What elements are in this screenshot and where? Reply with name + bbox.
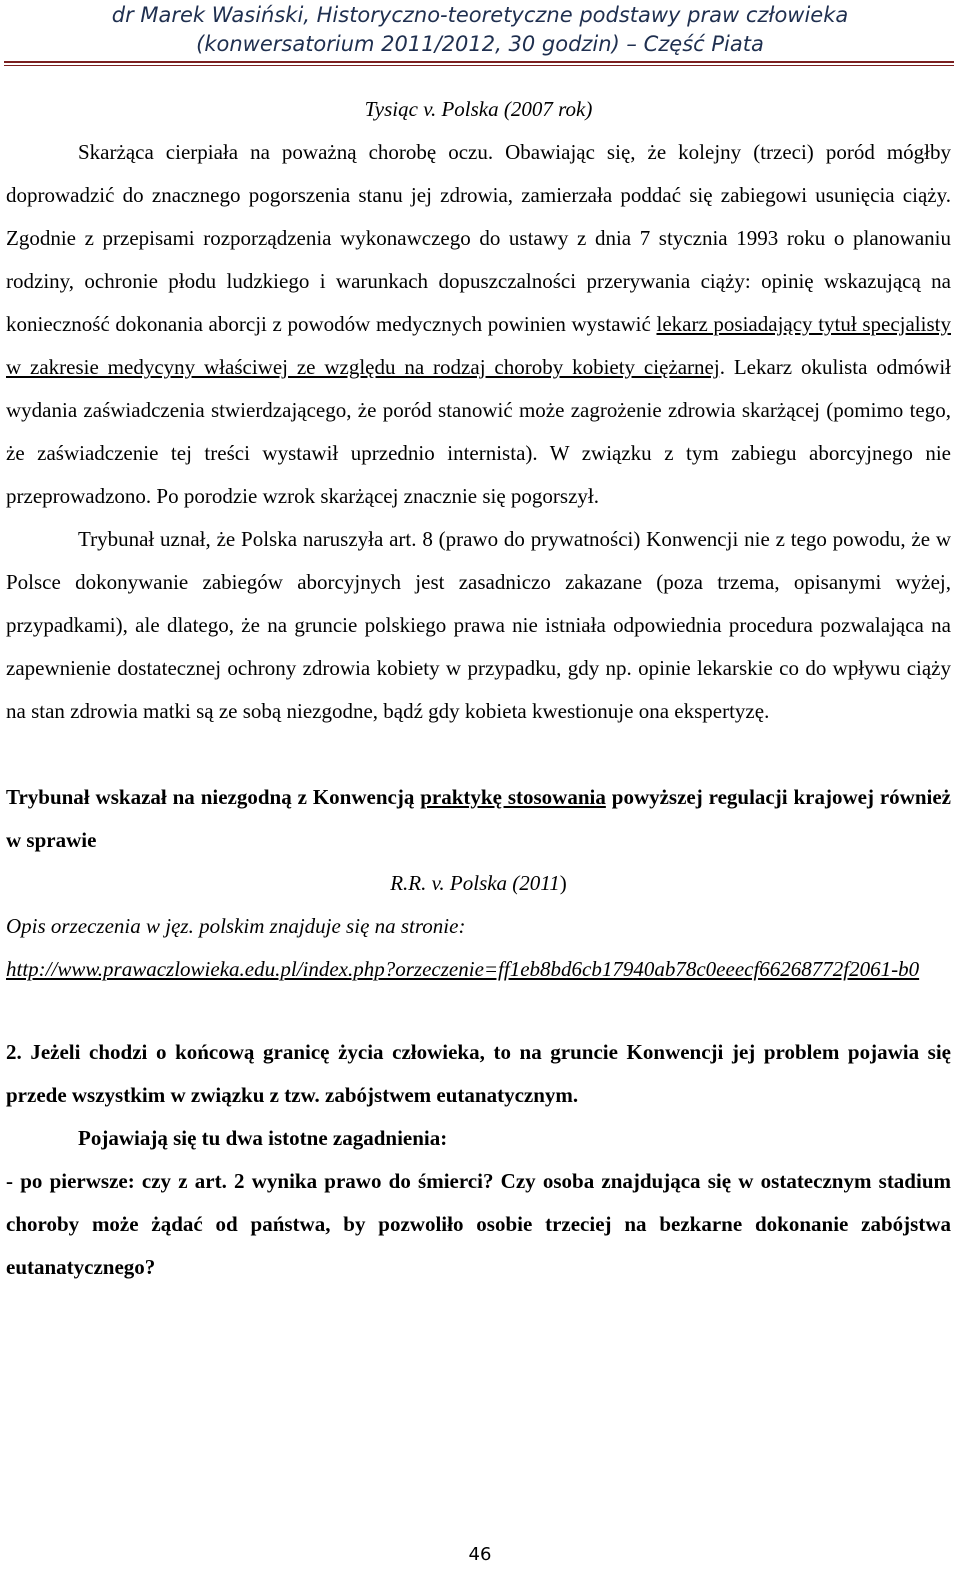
header-divider <box>4 61 954 63</box>
case-rr-description: Opis orzeczenia w jęz. polskim znajduje się na stronie: <box>6 914 466 938</box>
case-title-rr-a: R.R. v. Polska (2011 <box>390 871 560 895</box>
case-rr-link-paragraph <box>6 948 951 991</box>
spacer <box>6 991 951 1031</box>
tribunal-note-b: powyższej regulacji krajowej również w sprawie <box>6 785 951 852</box>
case-tysiac-facts <box>6 131 951 518</box>
case-rr-link[interactable]: http://www.prawaczlowieka.edu.pl/index.php?orzeczenie=ff1eb8bd6cb17940ab78c0eeecf66268772f2061-b0 <box>6 957 920 981</box>
case-title-rr-b: ) <box>559 871 567 895</box>
section-2-intro: 2. Jeżeli chodzi o końcową granicę życia człowieka, to na gruncie Konwencji jej problem pojawia się przede wszystkim w związku z tzw. zabójstwem eutanatycznym. <box>6 1040 951 1107</box>
header-line-2: (konwersatorium 2011/2012, 30 godzin) – Część Piata <box>196 32 764 56</box>
document-body <box>6 88 951 1289</box>
facts-text-b: . Lekarz okulista odmówił wydania zaświadczenia stwierdzającego, że poród stanowić może zagrożenie zdrowia skarżącej (pomimo tego, że zaświadczenie tej treści wystawił uprzednio internista). W związku z tym zabiegu aborcyjnego nie przeprowadzono. Po porodzie wzrok skarżącej znacznie się pogorszył. <box>6 355 951 508</box>
case-title-rr <box>6 862 951 905</box>
tribunal-note <box>6 776 951 862</box>
page-header <box>0 0 960 62</box>
spacer <box>6 733 951 776</box>
page-number: 46 <box>468 1544 492 1565</box>
section-2-first-issue: - po pierwsze: czy z art. 2 wynika prawo do śmierci? Czy osoba znajdująca się w ostatecznym stadium choroby może żądać od państwa, by pozwoliło osobie trzeciej na bezkarne dokonanie zabójstwa eutanatycznego? <box>6 1169 951 1279</box>
tribunal-note-underlined: praktykę stosowania <box>420 785 606 809</box>
section-2-issues-heading: Pojawiają się tu dwa istotne zagadnienia: <box>78 1126 448 1150</box>
facts-underlined: lekarz posiadający tytuł specjalisty w zakresie medycyny właściwej ze względu na rodzaj choroby kobiety ciężarnej <box>6 312 951 379</box>
header-line-1: dr Marek Wasiński, Historyczno-teoretyczne podstawy praw człowieka <box>111 3 849 27</box>
header-divider-thin <box>4 65 954 66</box>
facts-text-a: Skarżąca cierpiała na poważną chorobę oczu. Obawiając się, że kolejny (trzeci) poród mógłby doprowadzić do znacznego pogorszenia stanu jej zdrowia, zamierzała poddać się zabiegowi usunięcia ciąży. Zgodnie z przepisami rozporządzenia wykonawczego do ustawy z dnia 7 stycznia 1993 roku o planowaniu rodziny, ochronie płodu ludzkiego i warunkach dopuszczalności przerywania ciąży: opinię wskazującą na konieczność dokonania aborcji z powodów medycznych powinien wystawić <box>6 140 951 336</box>
case-title-tysiac: Tysiąc v. Polska (2007 rok) <box>364 97 593 121</box>
case-tysiac-ruling: Trybunał uznał, że Polska naruszyła art. 8 (prawo do prywatności) Konwencji nie z tego powodu, że w Polsce dokonywanie zabiegów aborcyjnych jest zasadniczo zakazane (poza trzema, opisanymi wyżej, przypadkami), ale dlatego, że na gruncie polskiego prawa nie istniała odpowiednia procedura pozwalająca na zapewnienie dostatecznej ochrony zdrowia kobiety w przypadku, gdy np. opinie lekarskie co do wpływu ciąży na stan zdrowia matki są ze sobą niezgodne, bądź gdy kobieta kwestionuje ona ekspertyzę. <box>6 527 951 723</box>
tribunal-note-a: Trybunał wskazał na niezgodną z Konwencją <box>6 785 421 809</box>
